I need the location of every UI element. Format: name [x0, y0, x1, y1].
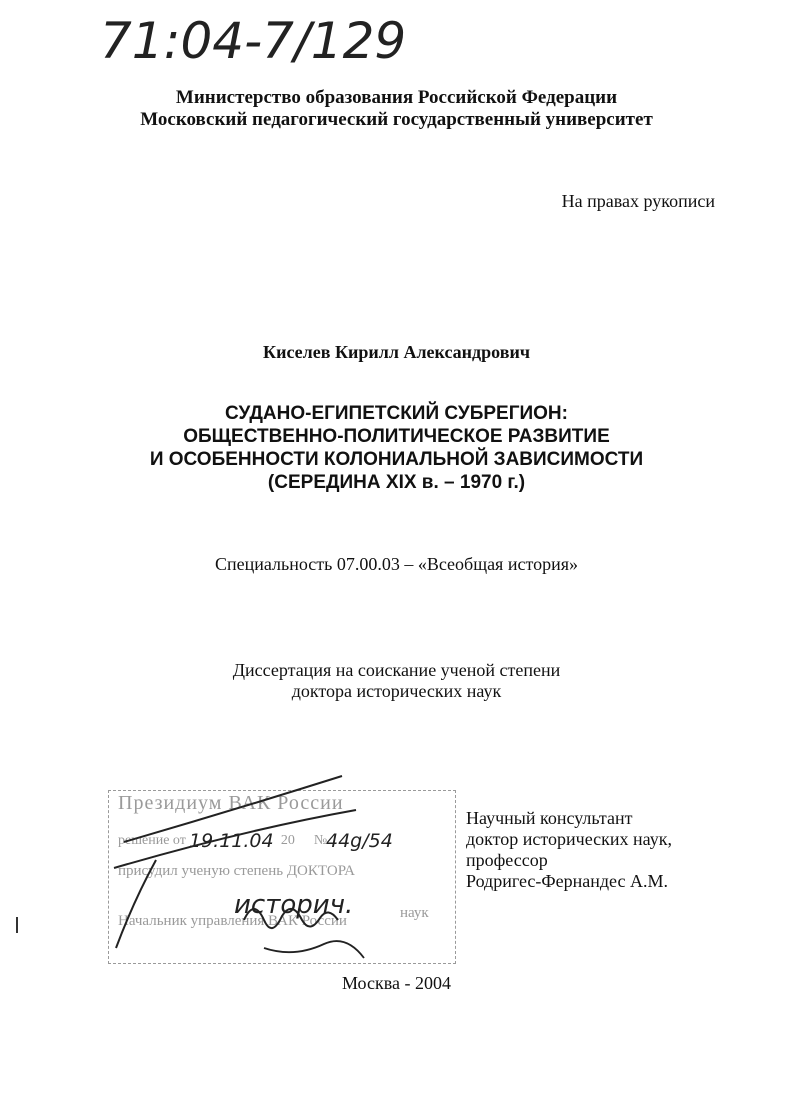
consultant-line: Научный консультант: [466, 808, 633, 828]
ministry-name: Министерство образования Российской Федерации: [175, 87, 618, 108]
stamp-handwritten-field: историч.: [234, 890, 354, 920]
vak-stamp: [94, 770, 464, 975]
title-line: (СЕРЕДИНА XIX в. – 1970 г.): [267, 472, 526, 493]
degree-line: Диссертация на соискание ученой степени: [232, 660, 561, 680]
signature-stroke: [264, 941, 364, 958]
university-name: Московский педагогический государственный университет: [140, 109, 653, 130]
title-line: И ОСОБЕННОСТИ КОЛОНИАЛЬНОЙ ЗАВИСИМОСТИ: [149, 449, 644, 470]
dissertation-title: [0, 402, 793, 494]
consultant-line: доктор исторических наук,: [466, 829, 672, 849]
scientific-consultant: [466, 808, 672, 892]
city-year: Москва - 2004: [342, 973, 451, 993]
title-line: СУДАНО-ЕГИПЕТСКИЙ СУБРЕГИОН:: [225, 403, 568, 424]
strike-line: [114, 810, 356, 868]
margin-mark: [16, 917, 18, 933]
handwritten-signature: [94, 770, 464, 975]
consultant-line: Родригес-Фернандес А.М.: [466, 871, 668, 891]
stamp-line: Президиум ВАК России: [118, 792, 344, 814]
stamp-handwritten-number: 44g/54: [326, 830, 393, 852]
archive-number-handwritten: [100, 6, 480, 76]
degree-statement: [0, 660, 793, 702]
stamp-nauk-label: наук: [400, 905, 429, 921]
stamp-year-label: 20: [280, 833, 295, 848]
stamp-line: Начальник управления ВАК России: [118, 913, 347, 929]
consultant-line: профессор: [466, 850, 548, 870]
author-name: Киселев Кирилл Александрович: [263, 342, 530, 362]
stamp-decision-label: решение от: [118, 833, 186, 848]
manuscript-note: На правах рукописи: [561, 191, 715, 211]
signature-stroke: [244, 909, 338, 928]
strike-line: [124, 776, 342, 842]
title-line: ОБЩЕСТВЕННО-ПОЛИТИЧЕСКОЕ РАЗВИТИЕ: [183, 426, 610, 447]
stamp-line: присудил ученую степень ДОКТОРА: [118, 863, 355, 879]
stamp-number-label: №: [313, 833, 328, 848]
archive-number-text: 71:04-7/129: [100, 12, 407, 70]
stamp-handwritten-date: 19.11.04: [189, 830, 274, 852]
specialty: Специальность 07.00.03 – «Всеобщая история»: [214, 554, 579, 574]
strike-line: [116, 860, 156, 948]
degree-line: доктора исторических наук: [291, 681, 502, 701]
